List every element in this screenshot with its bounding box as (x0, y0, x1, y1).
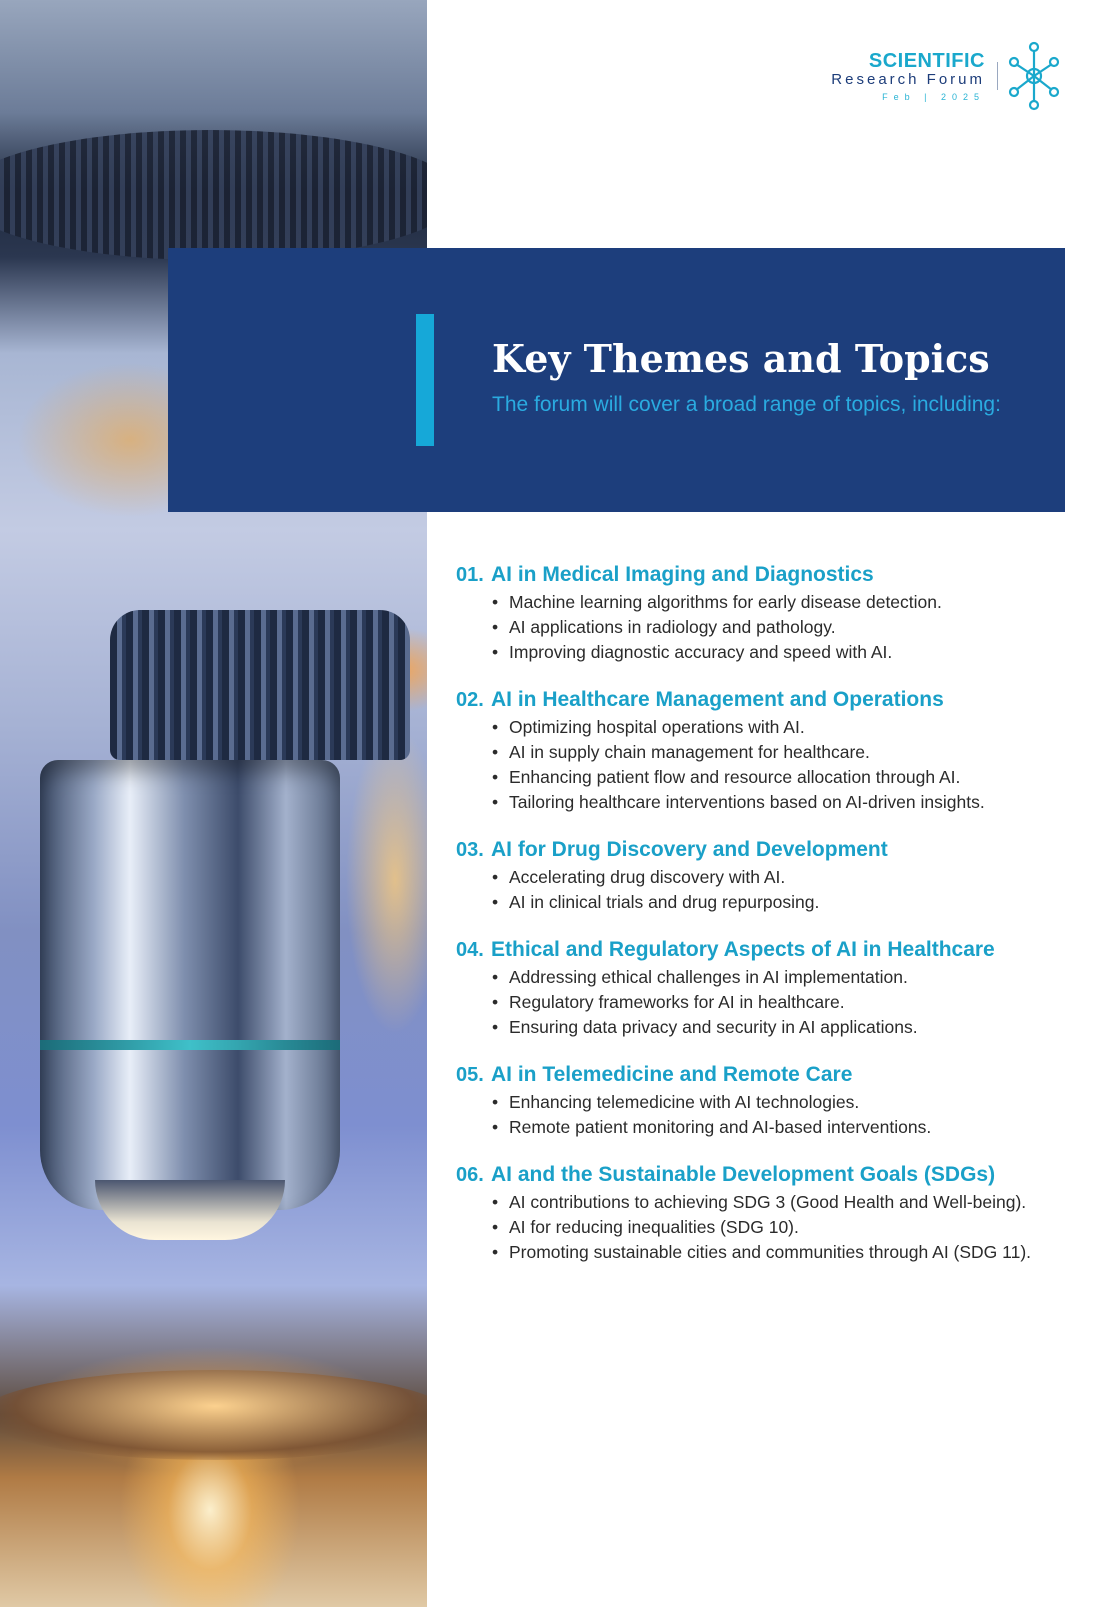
topic-bullet: • Remote patient monitoring and AI-based interventions. (492, 1115, 1076, 1140)
topic-bullet: • Ensuring data privacy and security in AI applications. (492, 1015, 1076, 1040)
focus-ring (0, 130, 427, 260)
topic-bullet: • AI in clinical trials and drug repurposing. (492, 890, 1076, 915)
topic-bullet: • AI applications in radiology and pathology. (492, 615, 1076, 640)
topic-bullet: • Improving diagnostic accuracy and speed with AI. (492, 640, 1076, 665)
topic-heading (456, 1162, 1076, 1188)
page-subtitle: The forum will cover a broad range of topics, including: (492, 393, 1001, 416)
topic-bullet: • Enhancing patient flow and resource allocation through AI. (492, 765, 1076, 790)
topic-number: 02. (456, 689, 484, 711)
objective-tip (95, 1180, 285, 1240)
topic-section-03 (456, 837, 1076, 915)
topic-bullets (456, 715, 1076, 815)
topic-number: 05. (456, 1064, 484, 1086)
topic-section-04 (456, 937, 1076, 1040)
objective-knurl (110, 610, 410, 760)
microscope-stage (0, 1370, 427, 1460)
topic-bullet: • Accelerating drug discovery with AI. (492, 865, 1076, 890)
topic-bullet: • Optimizing hospital operations with AI. (492, 715, 1076, 740)
topic-bullet: • AI contributions to achieving SDG 3 (Good Health and Well-being). (492, 1190, 1076, 1215)
topic-bullet: • AI in supply chain management for healthcare. (492, 740, 1076, 765)
topic-bullet: • Regulatory frameworks for AI in healthcare. (492, 990, 1076, 1015)
topic-title: AI and the Sustainable Development Goals (SDGs) (491, 1163, 996, 1186)
topic-bullet: • Addressing ethical challenges in AI implementation. (492, 965, 1076, 990)
topic-list (456, 562, 1076, 1287)
molecule-network-icon (1008, 40, 1060, 112)
topic-title: AI in Telemedicine and Remote Care (491, 1063, 853, 1086)
topic-title: Ethical and Regulatory Aspects of AI in Healthcare (491, 938, 995, 961)
topic-section-05 (456, 1062, 1076, 1140)
logo-divider (997, 62, 998, 90)
topic-title: AI in Medical Imaging and Diagnostics (491, 563, 874, 586)
logo-text (831, 51, 985, 102)
topic-heading (456, 937, 1076, 963)
themes-banner (168, 248, 1065, 512)
logo-subtitle: Research Forum (831, 70, 985, 88)
page-title: Key Themes and Topics (492, 336, 990, 381)
topic-bullet: • Enhancing telemedicine with AI technologies. (492, 1090, 1076, 1115)
topic-section-06 (456, 1162, 1076, 1265)
topic-heading (456, 687, 1076, 713)
topic-bullet: • Tailoring healthcare interventions based on AI-driven insights. (492, 790, 1076, 815)
topic-section-01 (456, 562, 1076, 665)
topic-bullets (456, 1190, 1076, 1265)
topic-number: 01. (456, 564, 484, 586)
topic-heading (456, 562, 1076, 588)
topic-number: 06. (456, 1164, 484, 1186)
topic-bullets (456, 1090, 1076, 1140)
topic-heading (456, 1062, 1076, 1088)
topic-heading (456, 837, 1076, 863)
topic-bullet: • Promoting sustainable cities and communities through AI (SDG 11). (492, 1240, 1076, 1265)
topic-bullet: • AI for reducing inequalities (SDG 10). (492, 1215, 1076, 1240)
microscope-photo (0, 0, 427, 1607)
topic-number: 04. (456, 939, 484, 961)
forum-logo (831, 40, 1060, 112)
topic-bullet: • Machine learning algorithms for early disease detection. (492, 590, 1076, 615)
topic-title: AI in Healthcare Management and Operations (491, 688, 944, 711)
topic-section-02 (456, 687, 1076, 815)
topic-bullets (456, 590, 1076, 665)
topic-bullets (456, 865, 1076, 915)
logo-title: SCIENTIFIC (868, 49, 985, 72)
logo-date: Feb | 2025 (882, 91, 985, 102)
objective-barrel (40, 760, 340, 1210)
objective-band (40, 1040, 340, 1050)
topic-title: AI for Drug Discovery and Development (491, 838, 888, 861)
topic-bullets (456, 965, 1076, 1040)
topic-number: 03. (456, 839, 484, 861)
banner-accent-bar (416, 314, 434, 446)
